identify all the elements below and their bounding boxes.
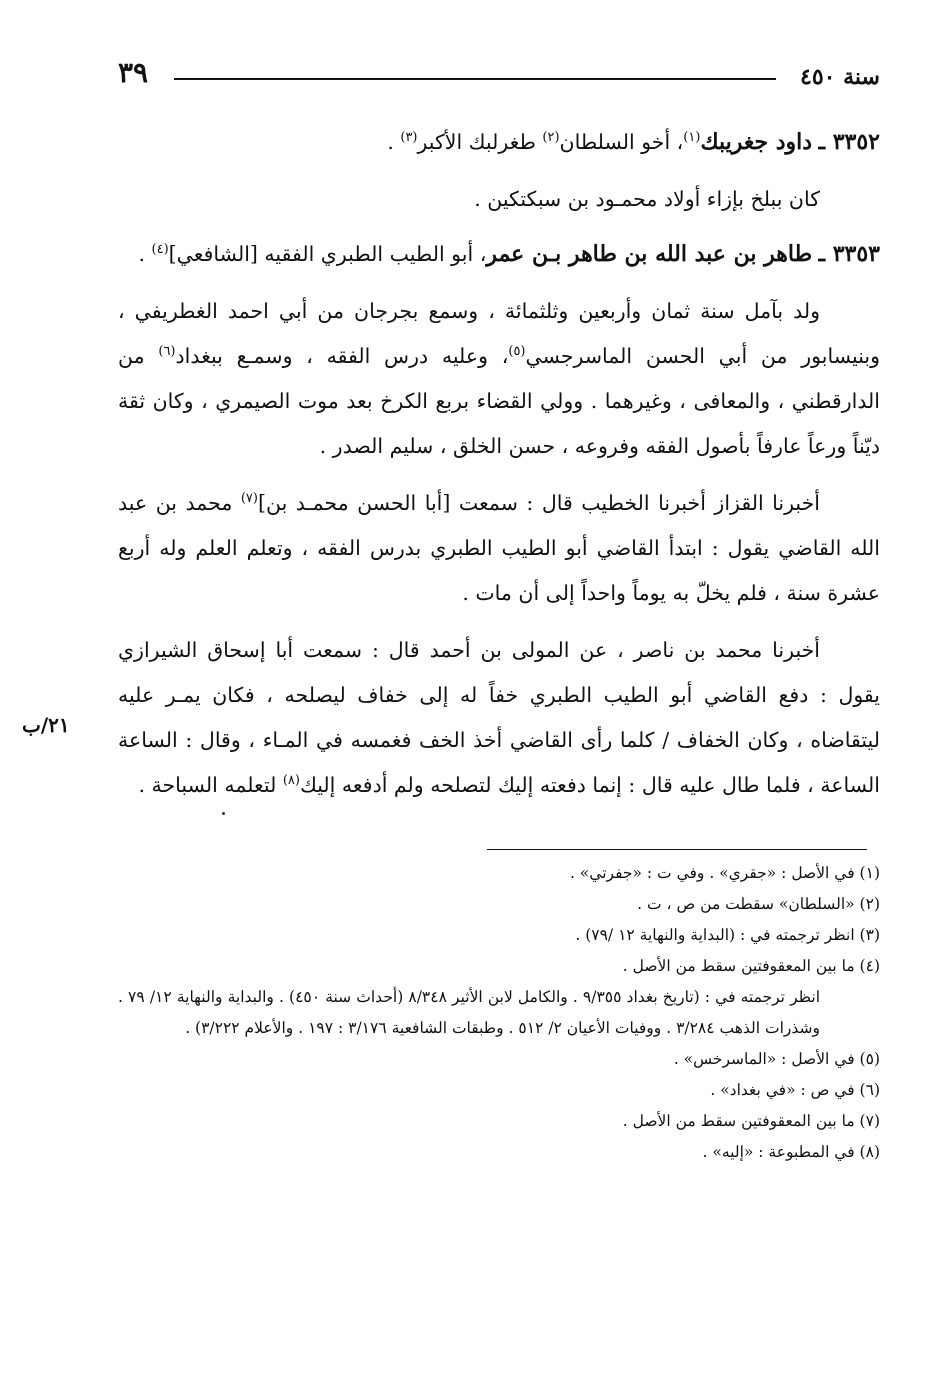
page-number: ٣٩ (118, 56, 149, 89)
paragraph-text: لتعلمه السباحة . (138, 773, 283, 797)
paragraph-biography (118, 289, 880, 469)
header-year: سنة ٤٥٠ (800, 64, 880, 90)
footnote-divider (487, 849, 867, 850)
footnote-ref: (١) (683, 130, 701, 146)
entry-3352-heading (118, 120, 880, 165)
footnote-4: (٤) ما بين المعقوفتين سقط من الأصل . (622, 957, 880, 975)
footnote-ref: (٢) (542, 130, 560, 146)
ink-speck (222, 812, 225, 815)
paragraph-text: أخبرنا محمد بن ناصر ، عن المولى بن أحمد قال : سمعت أبا إسحاق الشيرازي يقول : دفع القاضي أبو الطيب الطبري خفاً له إلى خفاف ليصلحه ، فكان يمـر عليه ليتقاضاه ، وكان الخفاف / كلما رأى القاضي أخذ الخف فغمسه في المـاء ، وقال : الساعة الساعة ، فلما طال عليه قال : إنما دفعته إليك لتصلحه ولم أدفعه إليك (118, 638, 880, 797)
footnote-ref: (٦) (158, 344, 176, 360)
paragraph-text: محمد بن عبد الله القاضي يقول : ابتدأ القاضي أبو الطيب الطبري بدرس الفقه ، وتعلم العلم وله أربع عشرة سنة ، فلم يخلّ به يوماً واحداً إلى أن مات . (118, 491, 880, 605)
footnotes (118, 858, 880, 1168)
footnote-7: (٧) ما بين المعقوفتين سقط من الأصل . (622, 1112, 880, 1130)
running-header (118, 56, 880, 96)
entry-3352-body: كان ببلخ بإزاء أولاد محمـود بن سبكتكين . (474, 187, 820, 211)
entry-text: طغرلبك الأكبر (417, 130, 543, 154)
footnote-6: (٦) في ص : «في بغداد» . (710, 1081, 880, 1099)
footnote-1: (١) في الأصل : «جقري» . وفي ت : «جفرتي» . (569, 864, 880, 882)
entry-number: ٣٣٥٣ ـ (818, 241, 880, 267)
main-text (118, 120, 880, 820)
footnote-2: (٢) «السلطان» سقطت من ص ، ت . (637, 895, 880, 913)
entry-number: ٣٣٥٢ ـ (818, 129, 880, 155)
header-rule (174, 78, 776, 80)
footnote-4-sources: انظر ترجمته في : (تاريخ بغداد ٩/٣٥٥ . والكامل لابن الأثير ٨/٣٤٨ (أحداث سنة ٤٥٠) . والبداية والنهاية ١٢/ ٧٩ . وشذرات الذهب ٣/٢٨٤ . ووفيات الأعيان ٢/ ٥١٢ . وطبقات الشافعية ٣/١٧٦ : ١٩٧ . والأعلام ٣/٢٢٢) . (118, 988, 820, 1037)
footnote-ref: (٥) (508, 344, 526, 360)
entry-text: . (387, 130, 401, 154)
paragraph-text: ولد بآمل سنة ثمان وأربعين وثلثمائة ، وسمع بجرجان من أبي احمد الغطريفي ، وبنيسابور من أبي الحسن الماسرجسي (118, 299, 880, 368)
footnote-3: (٣) انظر ترجمته في : (البداية والنهاية ١٢ /٧٩) . (575, 926, 880, 944)
footnote-ref: (٣) (400, 130, 418, 146)
paragraph-text: أخبرنا القزاز أخبرنا الخطيب قال : سمعت [أبا الحسن محمـد بن] (257, 491, 820, 515)
footnote-ref: (٧) (240, 491, 258, 507)
paragraph-narration-2 (118, 628, 880, 808)
footnote-ref: (٤) (151, 242, 169, 258)
footnote-8: (٨) في المطبوعة : «إليه» . (702, 1143, 880, 1161)
footnote-ref: (٨) (282, 773, 300, 789)
paragraph-narration-1 (118, 481, 880, 616)
manuscript-folio-note: ٢١/ب (22, 713, 70, 737)
entry-name: داود جغريبك (700, 129, 813, 155)
entry-text: ، أبو الطيب الطبري الفقيه [الشافعي] (168, 242, 487, 266)
footnote-5: (٥) في الأصل : «الماسرخس» . (673, 1050, 880, 1068)
entry-3353-heading (118, 232, 880, 277)
paragraph-text: ، وعليه درس الفقه ، وسمـع ببغداد (175, 344, 509, 368)
entry-name: طاهر بن عبد الله بن طاهر بـن عمر (486, 241, 813, 267)
paragraph-text: من الدارقطني ، والمعافى ، وغيرهما . وولي القضاء بربع الكرخ بعد موت الصيمري ، وكان ثقة ديّناً ورعاً عارفاً بأصول الفقه وفروعه ، حسن الخلق ، سليم الصدر . (118, 344, 880, 458)
entry-text: . (138, 242, 152, 266)
entry-text: ، أخو السلطان (559, 130, 684, 154)
